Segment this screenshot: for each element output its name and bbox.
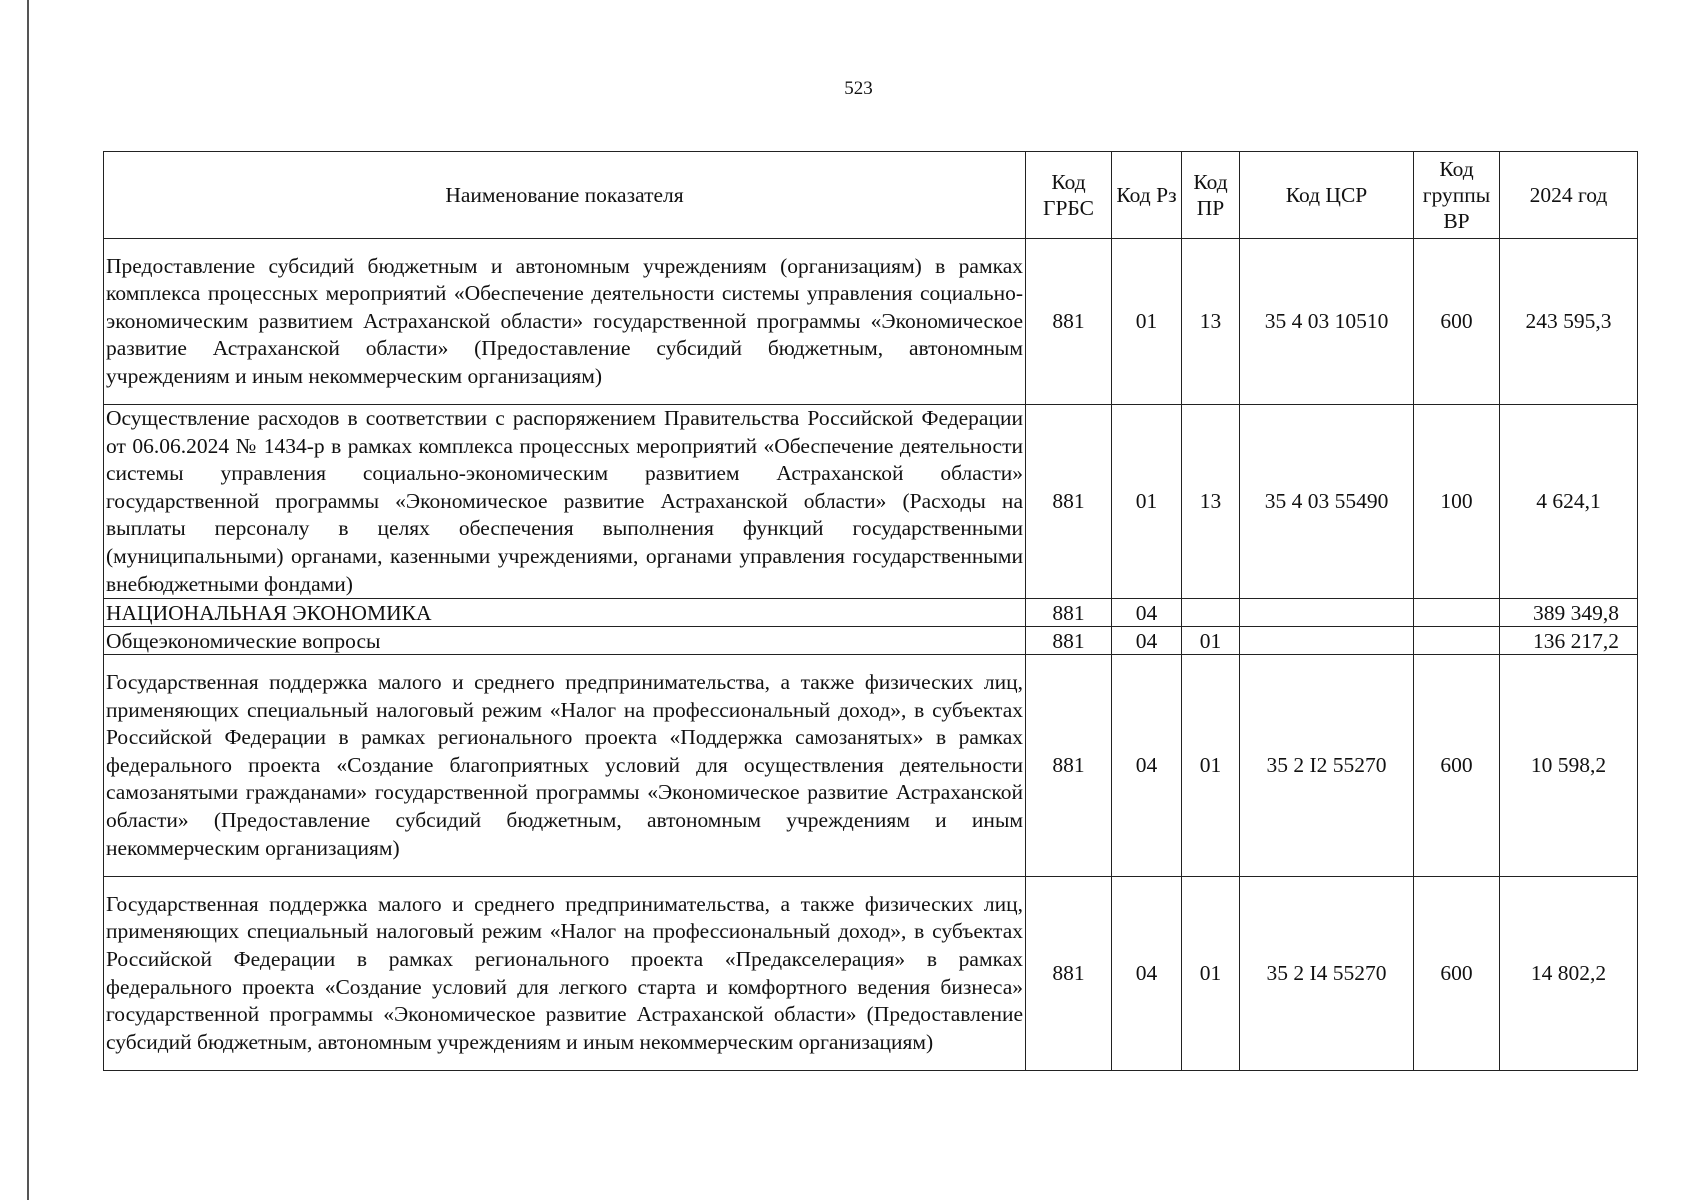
row-pr: 13 [1182, 405, 1240, 599]
row-name: Государственная поддержка малого и среднего предпринимательства, а также физических лиц, применяющих специальный налоговый режим «Налог на профессиональный доход», в субъектах Российской Федерации в рамках регионального проекта «Предакселерация» в рамках федерального проекта «Создание условий для легкого старта и комфортного ведения бизнеса» государственной программы «Экономическое развитие Астраханской области» (Предоставление субсидий бюджетным, автономным учреждениям и иным некоммерческим организациям) [104, 877, 1026, 1071]
row-grbs: 881 [1026, 655, 1112, 877]
row-rz: 04 [1112, 627, 1182, 655]
row-vr [1414, 627, 1500, 655]
row-rz: 04 [1112, 877, 1182, 1071]
page-margin-line [27, 0, 29, 1200]
row-rz: 01 [1112, 239, 1182, 405]
row-amount: 14 802,2 [1500, 877, 1638, 1071]
row-grbs: 881 [1026, 877, 1112, 1071]
row-csr: 35 2 I2 55270 [1240, 655, 1414, 877]
row-name: Государственная поддержка малого и среднего предпринимательства, а также физических лиц, применяющих специальный налоговый режим «Налог на профессиональный доход», в субъектах Российской Федерации в рамках регионального проекта «Поддержка самозанятых» в рамках федерального проекта «Создание благоприятных условий для осуществления деятельности самозанятыми гражданами» государственной программы «Экономическое развитие Астраханской области» (Предоставление субсидий бюджетным, автономным учреждениям и иным некоммерческим организациям) [104, 655, 1026, 877]
row-csr [1240, 627, 1414, 655]
row-amount: 10 598,2 [1500, 655, 1638, 877]
row-amount: 243 595,3 [1500, 239, 1638, 405]
header-vr: Код группы ВР [1414, 152, 1500, 239]
row-vr: 600 [1414, 877, 1500, 1071]
row-vr: 100 [1414, 405, 1500, 599]
row-vr: 600 [1414, 655, 1500, 877]
table-row [104, 239, 1638, 405]
row-name: Предоставление субсидий бюджетным и автономным учреждениям (организациям) в рамках комплекса процессных мероприятий «Обеспечение деятельности системы управления социально-экономическим развитием Астраханской области» государственной программы «Экономическое развитие Астраханской области» (Предоставление субсидий бюджетным, автономным учреждениям и иным некоммерческим организациям) [104, 239, 1026, 405]
table-row [104, 655, 1638, 877]
row-csr [1240, 599, 1414, 627]
row-pr: 01 [1182, 877, 1240, 1071]
row-vr: 600 [1414, 239, 1500, 405]
row-rz: 01 [1112, 405, 1182, 599]
header-rz: Код Рз [1112, 152, 1182, 239]
budget-table [103, 151, 1638, 1071]
row-grbs: 881 [1026, 599, 1112, 627]
page-number: 523 [844, 78, 873, 99]
table-header-row [104, 152, 1638, 239]
row-grbs: 881 [1026, 405, 1112, 599]
table-row-section [104, 599, 1638, 627]
row-grbs: 881 [1026, 239, 1112, 405]
header-csr: Код ЦСР [1240, 152, 1414, 239]
row-pr [1182, 599, 1240, 627]
row-name: Осуществление расходов в соответствии с распоряжением Правительства Российской Федерации от 06.06.2024 № 1434-р в рамках комплекса процессных мероприятий «Обеспечение деятельности системы управления социально-экономическим развитием Астраханской области» государственной программы «Экономическое развитие Астраханской области» (Расходы на выплаты персоналу в целях обеспечения выполнения функций государственными (муниципальными) органами, казенными учреждениями, органами управления государственными внебюджетными фондами) [104, 405, 1026, 599]
row-amount: 4 624,1 [1500, 405, 1638, 599]
header-pr: Код ПР [1182, 152, 1240, 239]
row-pr: 01 [1182, 655, 1240, 877]
row-csr: 35 2 I4 55270 [1240, 877, 1414, 1071]
row-name: НАЦИОНАЛЬНАЯ ЭКОНОМИКА [104, 599, 1026, 627]
row-pr: 01 [1182, 627, 1240, 655]
row-rz: 04 [1112, 599, 1182, 627]
header-grbs: Код ГРБС [1026, 152, 1112, 239]
row-rz: 04 [1112, 655, 1182, 877]
row-grbs: 881 [1026, 627, 1112, 655]
row-amount: 136 217,2 [1500, 627, 1638, 655]
table-row [104, 405, 1638, 599]
table-row [104, 877, 1638, 1071]
table-row-subsection [104, 627, 1638, 655]
header-year: 2024 год [1500, 152, 1638, 239]
row-csr: 35 4 03 10510 [1240, 239, 1414, 405]
row-name: Общеэкономические вопросы [104, 627, 1026, 655]
row-vr [1414, 599, 1500, 627]
header-name: Наименование показателя [104, 152, 1026, 239]
row-amount: 389 349,8 [1500, 599, 1638, 627]
row-pr: 13 [1182, 239, 1240, 405]
row-csr: 35 4 03 55490 [1240, 405, 1414, 599]
